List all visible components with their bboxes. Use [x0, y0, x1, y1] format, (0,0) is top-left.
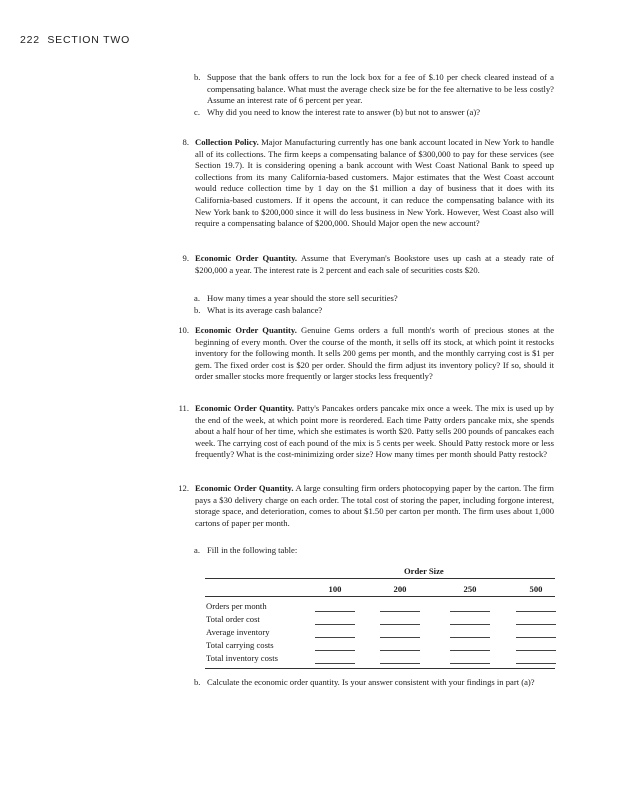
- col-header-250: 250: [463, 584, 477, 594]
- page-number: 222: [20, 34, 40, 46]
- col-header-200: 200: [393, 584, 407, 594]
- answer-blank[interactable]: [380, 663, 420, 664]
- problem-title: Economic Order Quantity.: [195, 325, 297, 335]
- table-title: Order Size: [404, 566, 444, 576]
- answer-blank[interactable]: [516, 650, 556, 651]
- answer-blank[interactable]: [315, 650, 355, 651]
- answer-blank[interactable]: [380, 611, 420, 612]
- table-top-rule: [205, 578, 555, 579]
- answer-blank[interactable]: [516, 624, 556, 625]
- answer-blank[interactable]: [450, 637, 490, 638]
- col-header-100: 100: [328, 584, 342, 594]
- problem-title: Economic Order Quantity.: [195, 403, 294, 413]
- problem-title: Collection Policy.: [195, 137, 259, 147]
- answer-blank[interactable]: [315, 624, 355, 625]
- problem-title: Economic Order Quantity.: [195, 483, 294, 493]
- answer-blank[interactable]: [315, 663, 355, 664]
- problem-8: 8. Collection Policy. Major Manufacturing currently has one bank account located in New York to handle all of its collections. The firm keeps a compensating balance of $300,000 to pay for these services (see Section 19.7). It is considering opening a bank account with West Coast National Bank to speed up collections from its many California-based customers. Major estimates that the West Coast account would reduce collection time by 1 day on the $1 million a day of business that it does with its California-based customers. If it opens the account, it can reduce the compensating balance with its New York bank to $200,000 since it will do less business in New York. However, West Coast also will require a compensating balance of $200,000. Should Major open the new account?: [182, 137, 554, 229]
- problem-10: 10. Economic Order Quantity. Genuine Gems orders a full month's worth of precious stones at the beginning of every month. Over the course of the month, it sells off its stock, at which point it restocks inventory for the following month. It sells 200 gems per month, and the monthly carrying cost is $1 per gem. The fixed order cost is $20 per order. Should the firm adjust its inventory policy? If so, should it order smaller stocks more frequently or larger stocks less frequently?: [178, 325, 555, 382]
- problem-12: 12. Economic Order Quantity. A large consulting firm orders photocopying paper by the carton. The firm pays a $30 delivery charge on each order. The total cost of storing the paper, including forgone interest, storage space, and deterioration, comes to about $1.50 per carton per month. The firm uses about 1,000 cartons of paper per month.: [178, 483, 554, 528]
- answer-blank[interactable]: [516, 637, 556, 638]
- table-bottom-rule: [205, 668, 555, 669]
- row-label-carrying-costs: Total carrying costs: [206, 640, 274, 650]
- subpart-9b: b. What is its average cash balance?: [194, 305, 323, 315]
- problem-title: Economic Order Quantity.: [195, 253, 298, 263]
- row-label-inventory-costs: Total inventory costs: [206, 653, 278, 663]
- answer-blank[interactable]: [516, 663, 556, 664]
- subpart-12b: b. Calculate the economic order quantity. Is your answer consistent with your findings in part (a)?: [194, 677, 535, 687]
- subpart-7c: c. Why did you need to know the interest rate to answer (b) but not to answer (a)?: [194, 107, 481, 117]
- problem-11: 11. Economic Order Quantity. Patty's Pancakes orders pancake mix once a week. The mix is used up by the end of the week, at which point more is reordered. Each time Patty orders pancake mix, she spends about a half hour of her time, which she estimates is worth $20. Patty sells 200 pounds of pancakes each week. The carrying cost of each pound of the mix is 5 cents per week. Should Patty restock more or less frequently? What is the cost-minimizing order size? How many times per month should Patty restock?: [178, 403, 554, 460]
- subpart-9a: a. How many times a year should the store sell securities?: [194, 293, 398, 303]
- answer-blank[interactable]: [380, 624, 420, 625]
- answer-blank[interactable]: [315, 637, 355, 638]
- subpart-12a: a. Fill in the following table:: [194, 545, 298, 555]
- table-header-rule: [205, 596, 555, 597]
- answer-blank[interactable]: [380, 650, 420, 651]
- subpart-7b: b. Suppose that the bank offers to run the lock box for a fee of $.10 per check cleared instead of a compensating balance. What must the average check size be for the fee alternative to be less costly? Assume an interest rate of 6 percent per year.: [194, 72, 554, 106]
- answer-blank[interactable]: [380, 637, 420, 638]
- problem-9: 9. Economic Order Quantity. Assume that Everyman's Bookstore uses up cash at a steady rate of $200,000 a year. The interest rate is 2 percent and each sale of securities costs $20.: [182, 253, 554, 275]
- answer-blank[interactable]: [516, 611, 556, 612]
- col-header-500: 500: [529, 584, 543, 594]
- answer-blank[interactable]: [315, 611, 355, 612]
- answer-blank[interactable]: [450, 624, 490, 625]
- row-label-orders: Orders per month: [206, 601, 267, 611]
- answer-blank[interactable]: [450, 650, 490, 651]
- row-label-order-cost: Total order cost: [206, 614, 260, 624]
- answer-blank[interactable]: [450, 611, 490, 612]
- row-label-avg-inventory: Average inventory: [206, 627, 270, 637]
- running-header: [20, 34, 130, 46]
- section-title: SECTION TWO: [47, 34, 131, 46]
- answer-blank[interactable]: [450, 663, 490, 664]
